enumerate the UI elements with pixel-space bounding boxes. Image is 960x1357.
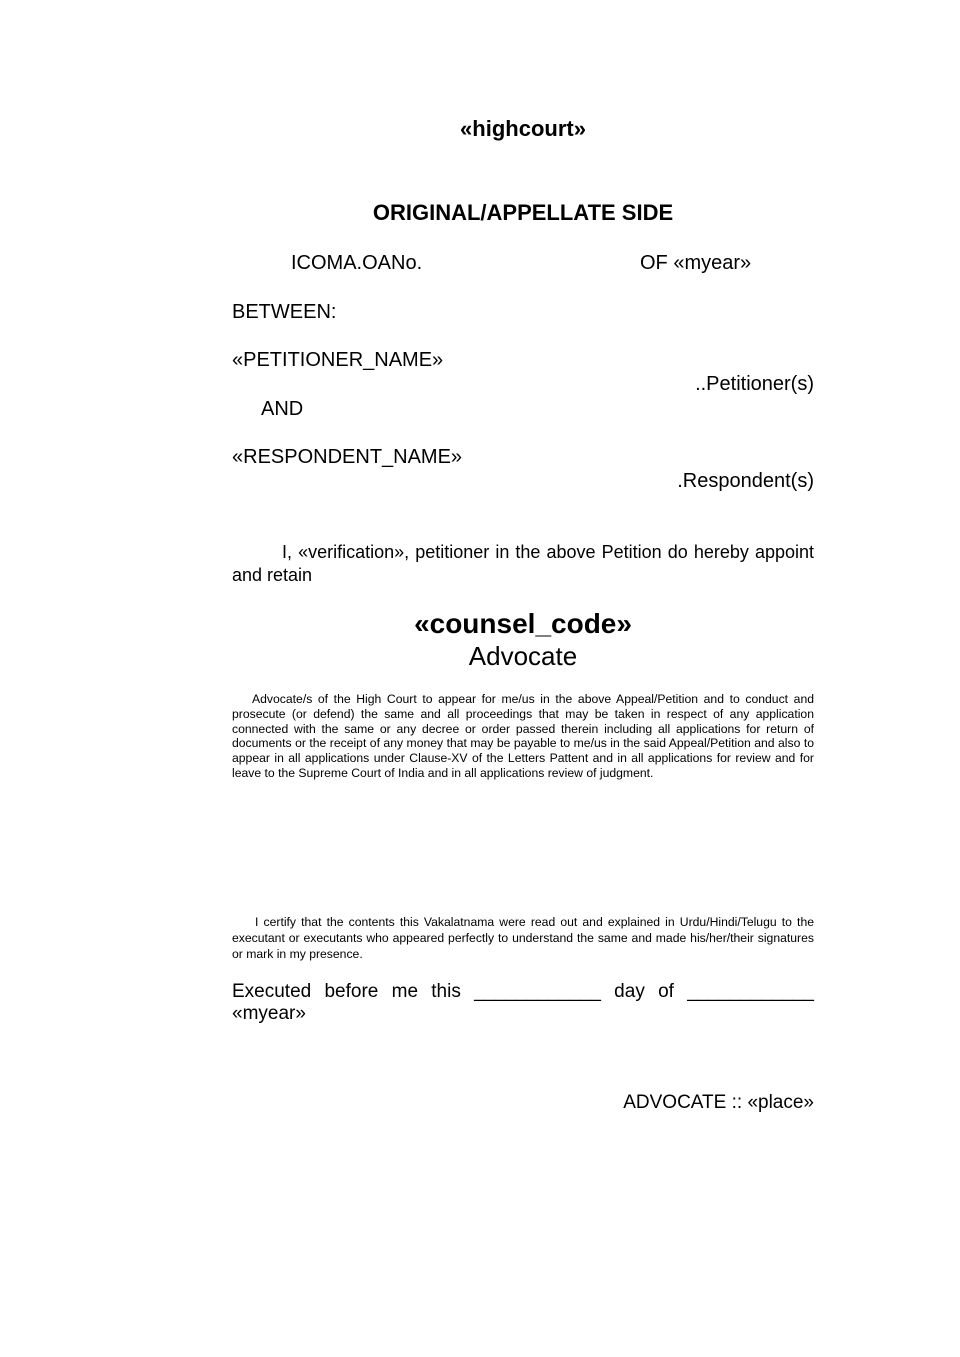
- petitioner-role: ..Petitioner(s): [695, 373, 814, 395]
- counsel-code: «counsel_code»: [414, 608, 632, 639]
- petitioner-name: «PETITIONER_NAME»: [232, 349, 444, 371]
- side-title: ORIGINAL/APPELLATE SIDE: [372, 200, 674, 225]
- verification-paragraph: I, «verification», petitioner in the above Petition do hereby appoint and retain: [232, 542, 814, 585]
- authority-paragraph: Advocate/s of the High Court to appear for me/us in the above Appeal/Petition and to conduct and prosecute (or defend) the same and all proceedings that may be taken in respect of any application connected with the same or any decree or order passed therein including all applications for return of documents or the receipt of any money that may be payable to me/us in the said Appeal/Petition and also to appear in all applications under Clause-XV of the Letters Pattent and in all applications for review and for leave to the Supreme Court of India and in all applications review of judgment.: [232, 692, 814, 780]
- certification-paragraph: I certify that the contents this Vakalatnama were read out and explained in Urdu/Hindi/Telugu to the executant or executants who appeared perfectly to understand the same and made his/her/their signatures or mark in my presence.: [232, 915, 814, 961]
- between-label: BETWEEN:: [232, 301, 337, 323]
- advocate-title: Advocate: [468, 641, 578, 671]
- case-number-label: ICOMA.OANo.: [291, 252, 423, 274]
- respondent-role: .Respondent(s): [677, 470, 814, 492]
- advocate-place-signature: ADVOCATE :: «place»: [623, 1092, 814, 1113]
- case-year: OF «myear»: [640, 252, 752, 274]
- court-name: «highcourt»: [460, 116, 586, 141]
- and-label: AND: [261, 398, 304, 420]
- respondent-name: «RESPONDENT_NAME»: [232, 446, 463, 468]
- execution-line: Executed before me this ____________ day of ____________ «myear»: [232, 981, 814, 1024]
